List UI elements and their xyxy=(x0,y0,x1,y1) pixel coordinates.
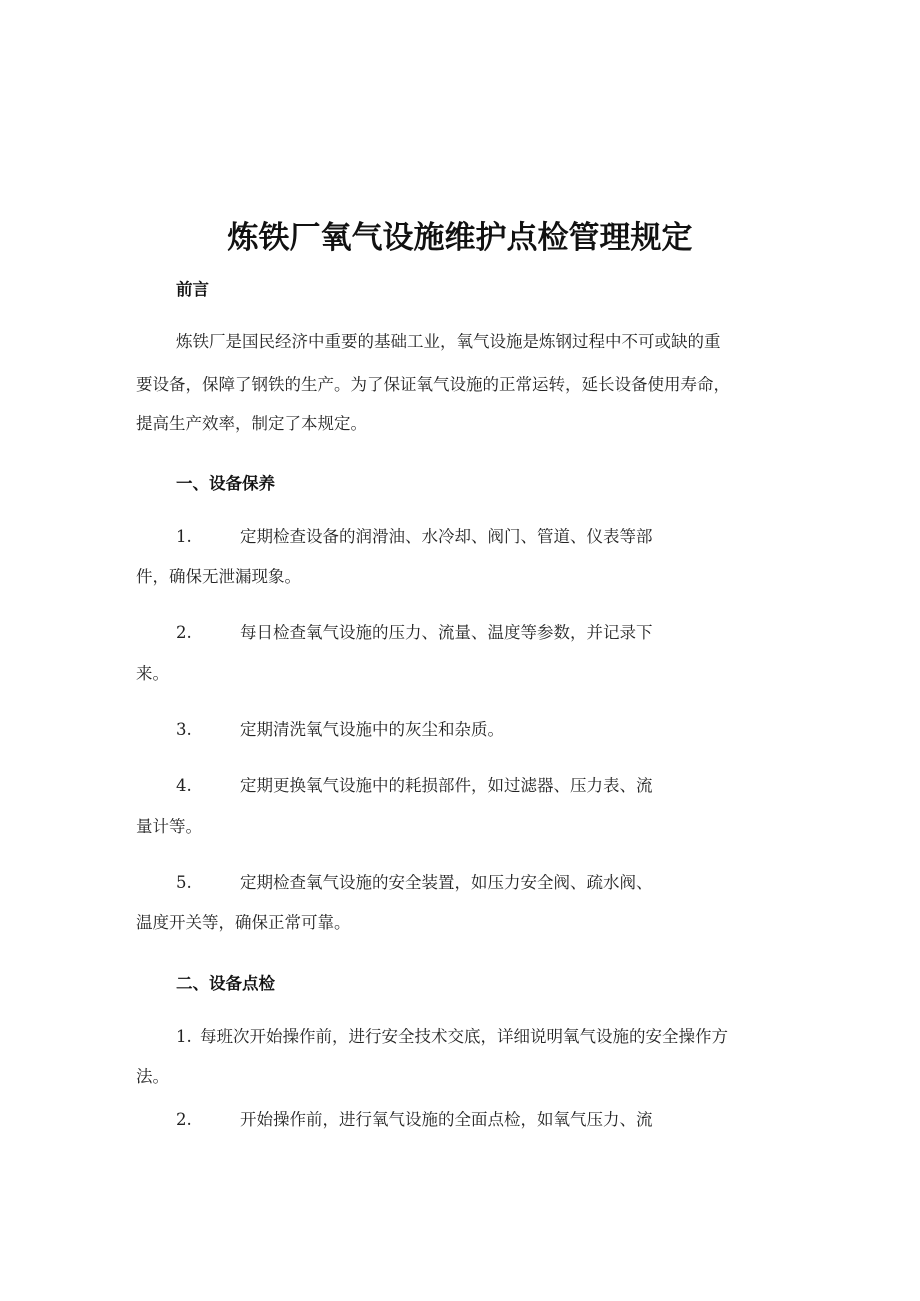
section1-item-1-continuation: 件，确保无泄漏现象。 xyxy=(136,567,301,586)
section2-item-1-number: 1. xyxy=(176,1027,192,1046)
section1-item-3-text: 定期清洗氧气设施中的灰尘和杂质。 xyxy=(240,720,504,739)
section1-item-2-continuation: 来。 xyxy=(136,664,169,683)
section2-item-1-text: 每班次开始操作前，进行安全技术交底，详细说明氧气设施的安全操作方 xyxy=(200,1027,728,1046)
section1-heading: 一、设备保养 xyxy=(176,474,275,493)
section1-item-4-continuation: 量计等。 xyxy=(136,817,202,836)
page-title: 炼铁厂氧气设施维护点检管理规定 xyxy=(227,220,693,256)
section1-item-2-text: 每日检查氧气设施的压力、流量、温度等参数，并记录下 xyxy=(240,623,653,642)
section1-item-2-number: 2. xyxy=(176,623,192,642)
section2-item-2-text: 开始操作前，进行氧气设施的全面点检，如氧气压力、流 xyxy=(240,1110,653,1129)
section1-item-4-number: 4. xyxy=(176,776,192,795)
section1-item-5-number: 5. xyxy=(176,873,192,892)
section2-heading: 二、设备点检 xyxy=(176,974,275,993)
section1-item-4-text: 定期更换氧气设施中的耗损部件，如过滤器、压力表、流 xyxy=(240,776,653,795)
section1-item-1-text: 定期检查设备的润滑油、水冷却、阀门、管道、仪表等部 xyxy=(240,527,653,546)
section1-item-3-number: 3. xyxy=(176,720,192,739)
section2-item-1-continuation: 法。 xyxy=(136,1067,169,1086)
preface-line-1: 炼铁厂是国民经济中重要的基础工业，氧气设施是炼钢过程中不可或缺的重 xyxy=(176,332,721,351)
section1-item-5-text: 定期检查氧气设施的安全装置，如压力安全阀、疏水阀、 xyxy=(240,873,653,892)
preface-line-2: 要设备，保障了钢铁的生产。为了保证氧气设施的正常运转，延长设备使用寿命， xyxy=(136,375,730,394)
preface-heading: 前言 xyxy=(176,280,209,299)
section1-item-5-continuation: 温度开关等，确保正常可靠。 xyxy=(136,913,351,932)
section2-item-2-number: 2. xyxy=(176,1110,192,1129)
preface-line-3: 提高生产效率，制定了本规定。 xyxy=(136,414,367,433)
section1-item-1-number: 1. xyxy=(176,527,192,546)
